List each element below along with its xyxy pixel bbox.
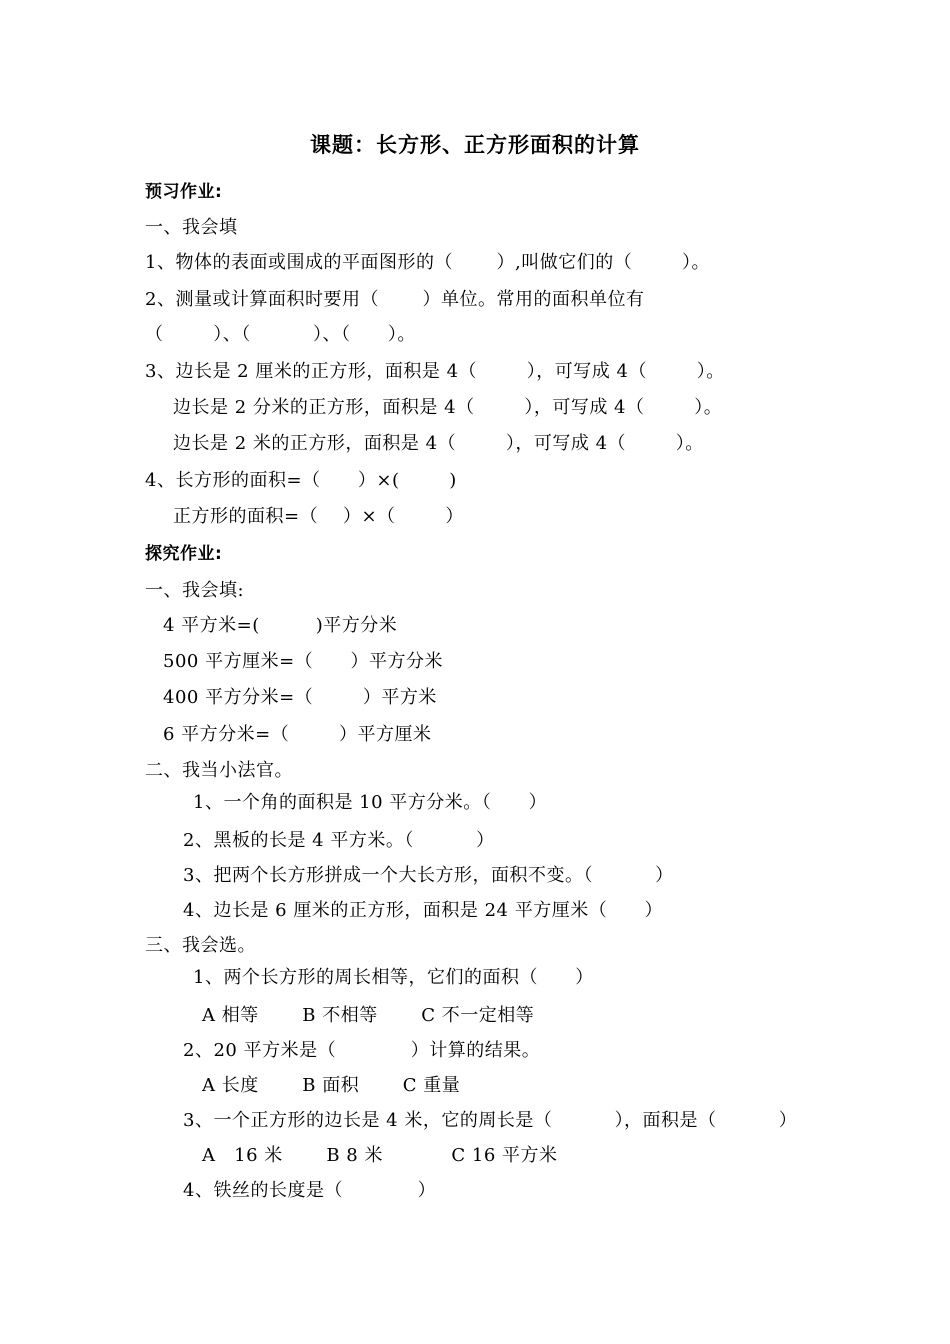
fill-item-2: 500 平方厘米=（ ）平方分米: [163, 651, 443, 672]
explore-heading: 探究作业:: [145, 544, 223, 564]
question-2b: （ ）、（ ）、（ ）。: [145, 324, 416, 345]
preview-heading: 预习作业:: [145, 182, 223, 202]
page-title: 课题：长方形、正方形面积的计算: [310, 133, 640, 157]
choice-item-1-options: A 相等 B 不相等 C 不一定相等: [202, 1005, 535, 1026]
fill-item-4: 6 平方分米=（ ）平方厘米: [163, 724, 432, 745]
judge-item-2: 2、黑板的长是 4 平方米。（ ）: [183, 830, 495, 851]
choice-item-1: 1、两个长方形的周长相等，它们的面积（ ）: [193, 967, 594, 988]
judge-item-3: 3、把两个长方形拼成一个大长方形，面积不变。（ ）: [183, 865, 674, 886]
explore-section-fill: 一、我会填:: [145, 580, 245, 601]
judge-section: 二、我当小法官。: [145, 760, 293, 781]
question-4a: 4、长方形的面积=（ ）×( ): [145, 470, 457, 491]
choice-item-2-options: A 长度 B 面积 C 重量: [202, 1075, 461, 1096]
choice-item-2: 2、20 平方米是（ ）计算的结果。: [183, 1040, 541, 1061]
choice-section: 三、我会选。: [145, 935, 256, 956]
question-3c: 边长是 2 米的正方形，面积是 4（ ），可写成 4（ ）。: [173, 433, 704, 454]
question-3b: 边长是 2 分米的正方形，面积是 4（ ），可写成 4（ ）。: [173, 397, 723, 418]
question-2a: 2、测量或计算面积时要用（ ）单位。常用的面积单位有: [145, 289, 645, 310]
judge-item-4: 4、边长是 6 厘米的正方形，面积是 24 平方厘米（ ）: [183, 900, 664, 921]
judge-item-1: 1、一个角的面积是 10 平方分米。（ ）: [193, 792, 548, 813]
choice-item-3-options: A 16 米 B 8 米 C 16 平方米: [202, 1145, 558, 1166]
choice-item-3: 3、一个正方形的边长是 4 米，它的周长是（ ），面积是（ ）: [183, 1110, 798, 1131]
fill-item-3: 400 平方分米=（ ）平方米: [163, 687, 437, 708]
preview-section-fill: 一、我会填: [145, 217, 238, 238]
question-4b: 正方形的面积=（ ）×（ ）: [173, 506, 464, 527]
choice-item-4: 4、铁丝的长度是（ ）: [183, 1180, 437, 1201]
question-3a: 3、边长是 2 厘米的正方形，面积是 4（ ），可写成 4（ ）。: [145, 361, 725, 382]
fill-item-1: 4 平方米=( )平方分米: [163, 615, 398, 636]
question-1: 1、物体的表面或围成的平面图形的（ ）,叫做它们的（ ）。: [145, 252, 710, 273]
